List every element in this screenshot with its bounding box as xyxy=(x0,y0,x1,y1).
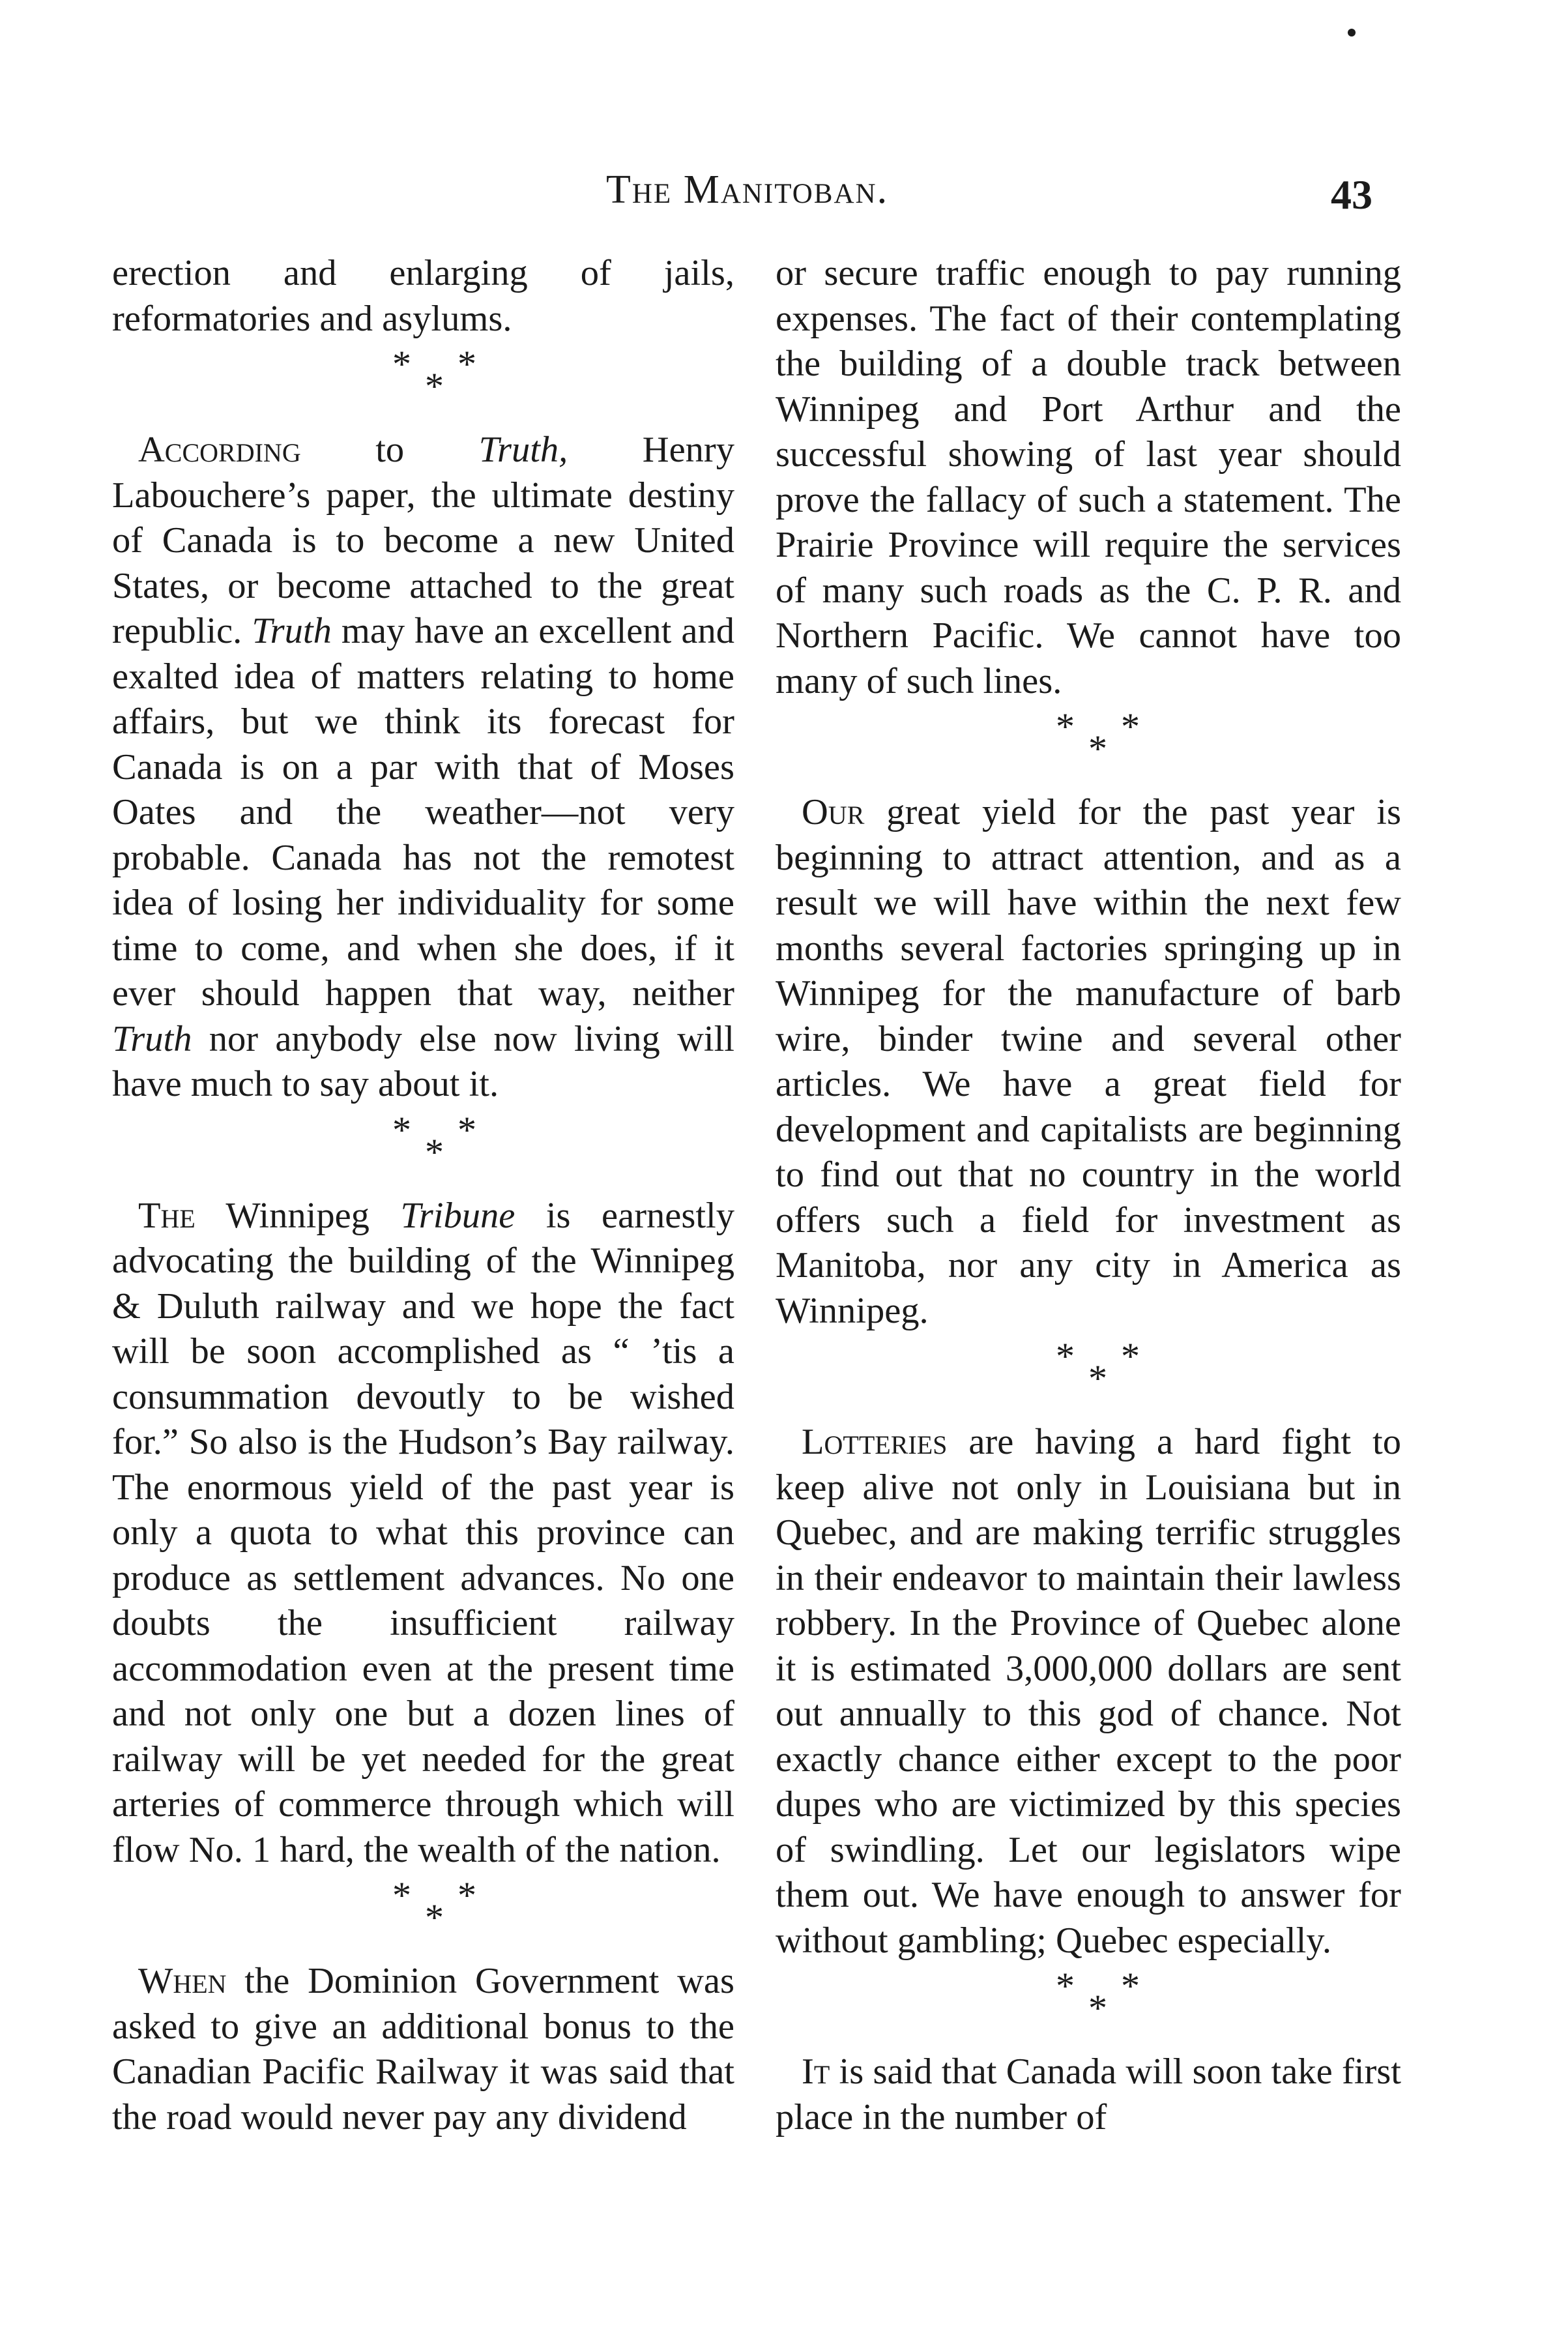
lead-word: The xyxy=(138,1195,196,1236)
page-number: 43 xyxy=(1331,171,1372,218)
asterisk: * xyxy=(1088,1357,1107,1400)
section-separator xyxy=(776,1334,1401,1420)
text-run: may have an excellent and exalted idea of matters relating to home affairs, but we think its forecast for Canada is on a par with that of Moses Oates and the weather—not very probable. Canada has not the remotest idea of losing her individuality for some time to come, and when she does, if it ever should happen that way, neither xyxy=(112,611,734,1014)
asterisk: * xyxy=(425,365,444,407)
asterisk: * xyxy=(425,1896,444,1939)
asterisk: * xyxy=(1056,1965,1075,2007)
asterisk: * xyxy=(1056,1335,1075,1377)
section-separator xyxy=(776,1963,1401,2049)
text-run: to xyxy=(300,430,479,470)
text-run: is said that Canada will soon take first place in the number of xyxy=(776,2051,1401,2137)
text-run: are having a hard fight to keep alive not only in Louisiana but in Quebec, and are making terrific struggles in their endeavor to maintain their lawless robbery. In the Province of Quebec alone it is estimated 3,000,000 dollars are sent out annually to this god of chance. Not exactly chance either except to the poor dupes who are victimized by this species of swindling. Let our legislators wipe them out. We have enough to answer for without gambling; Quebec especially. xyxy=(776,1422,1401,1961)
text-run: nor anybody else now living will have much to say about it. xyxy=(112,1018,734,1104)
asterisk: * xyxy=(1088,727,1107,770)
right-column xyxy=(776,251,1401,2140)
text-run: Winnipeg xyxy=(195,1195,401,1236)
paragraph-jails-continuation: erection and enlarging of jails, reformatories and asylums. xyxy=(112,253,734,339)
asterisk: * xyxy=(425,1130,444,1173)
asterisk: * xyxy=(1121,1335,1140,1377)
asterisk: * xyxy=(1121,705,1140,748)
lead-word: According xyxy=(138,430,301,470)
section-separator xyxy=(112,1873,734,1959)
italic-title: Tribune xyxy=(400,1195,515,1236)
stray-mark xyxy=(1348,29,1356,37)
asterisk: * xyxy=(1121,1965,1140,2007)
italic-title: Truth, xyxy=(478,430,568,470)
asterisk: * xyxy=(457,343,476,385)
paragraph-dominion xyxy=(112,1959,734,2140)
running-title: The Manitoban. xyxy=(606,168,889,212)
paragraph-tribune xyxy=(112,1194,734,1873)
text-run: the Dominion Government was asked to give an additional bonus to the Canadian Pacific Railway it was said that the road would never pay any dividend xyxy=(112,1961,734,2137)
text-run: great yield for the past year is beginning to attract attention, and as a result we will have within the next few months several factories springing up in Winnipeg for the manufacture of barb wire, binder twine and several other articles. We have a great field for development and capitalists are beginning to find out that no country in the world offers such a field for investment as Manitoba, nor any city in America as Winnipeg. xyxy=(776,792,1401,1331)
asterisk: * xyxy=(392,343,411,385)
asterisk: * xyxy=(1088,1987,1107,2029)
asterisk: * xyxy=(457,1108,476,1151)
paragraph-canada-first xyxy=(776,2049,1401,2140)
asterisk: * xyxy=(392,1874,411,1917)
text-run: Henry Labouchere’s paper, the ultimate destiny of Canada is to become a new United States, or become attached to the great republic. xyxy=(112,430,734,651)
paragraph-lotteries xyxy=(776,1420,1401,1963)
section-separator xyxy=(776,704,1401,790)
asterisk: * xyxy=(392,1108,411,1151)
paragraph-railway-continuation: or secure traffic enough to pay running expenses. The fact of their contemplating the building of a double track between Winnipeg and Port Arthur and the successful showing of last year should prove the fallacy of such a statement. The Prairie Province will require the services of many such roads as the C. P. R. and Northern Pacific. We cannot have too many of such lines. xyxy=(776,253,1401,701)
italic-title: Truth xyxy=(112,1018,192,1059)
section-separator xyxy=(112,342,734,428)
left-column xyxy=(112,251,734,2140)
lead-word: It xyxy=(802,2051,830,2092)
asterisk: * xyxy=(1056,705,1075,748)
italic-title: Truth xyxy=(252,611,332,651)
paragraph-truth xyxy=(112,428,734,1108)
lead-word: When xyxy=(138,1961,227,2001)
running-header xyxy=(0,167,1568,226)
asterisk: * xyxy=(457,1874,476,1917)
lead-word: Our xyxy=(802,792,865,832)
text-run: is earnestly advocating the building of the Winnipeg & Duluth railway and we hope the fact will be soon accomplished as “ ’tis a consummation devoutly to be wished for.” So also is the Hudson’s Bay railway. The enormous yield of the past year is only a quota to what this province can produce as settlement advances. No one doubts the insufficient railway accommodation even at the present time and not only one but a dozen lines of railway will be yet needed for the great arteries of commerce through which will flow No. 1 hard, the wealth of the nation. xyxy=(112,1195,734,1870)
paragraph-yield xyxy=(776,790,1401,1334)
section-separator xyxy=(112,1108,734,1194)
lead-word: Lotteries xyxy=(802,1422,948,1462)
